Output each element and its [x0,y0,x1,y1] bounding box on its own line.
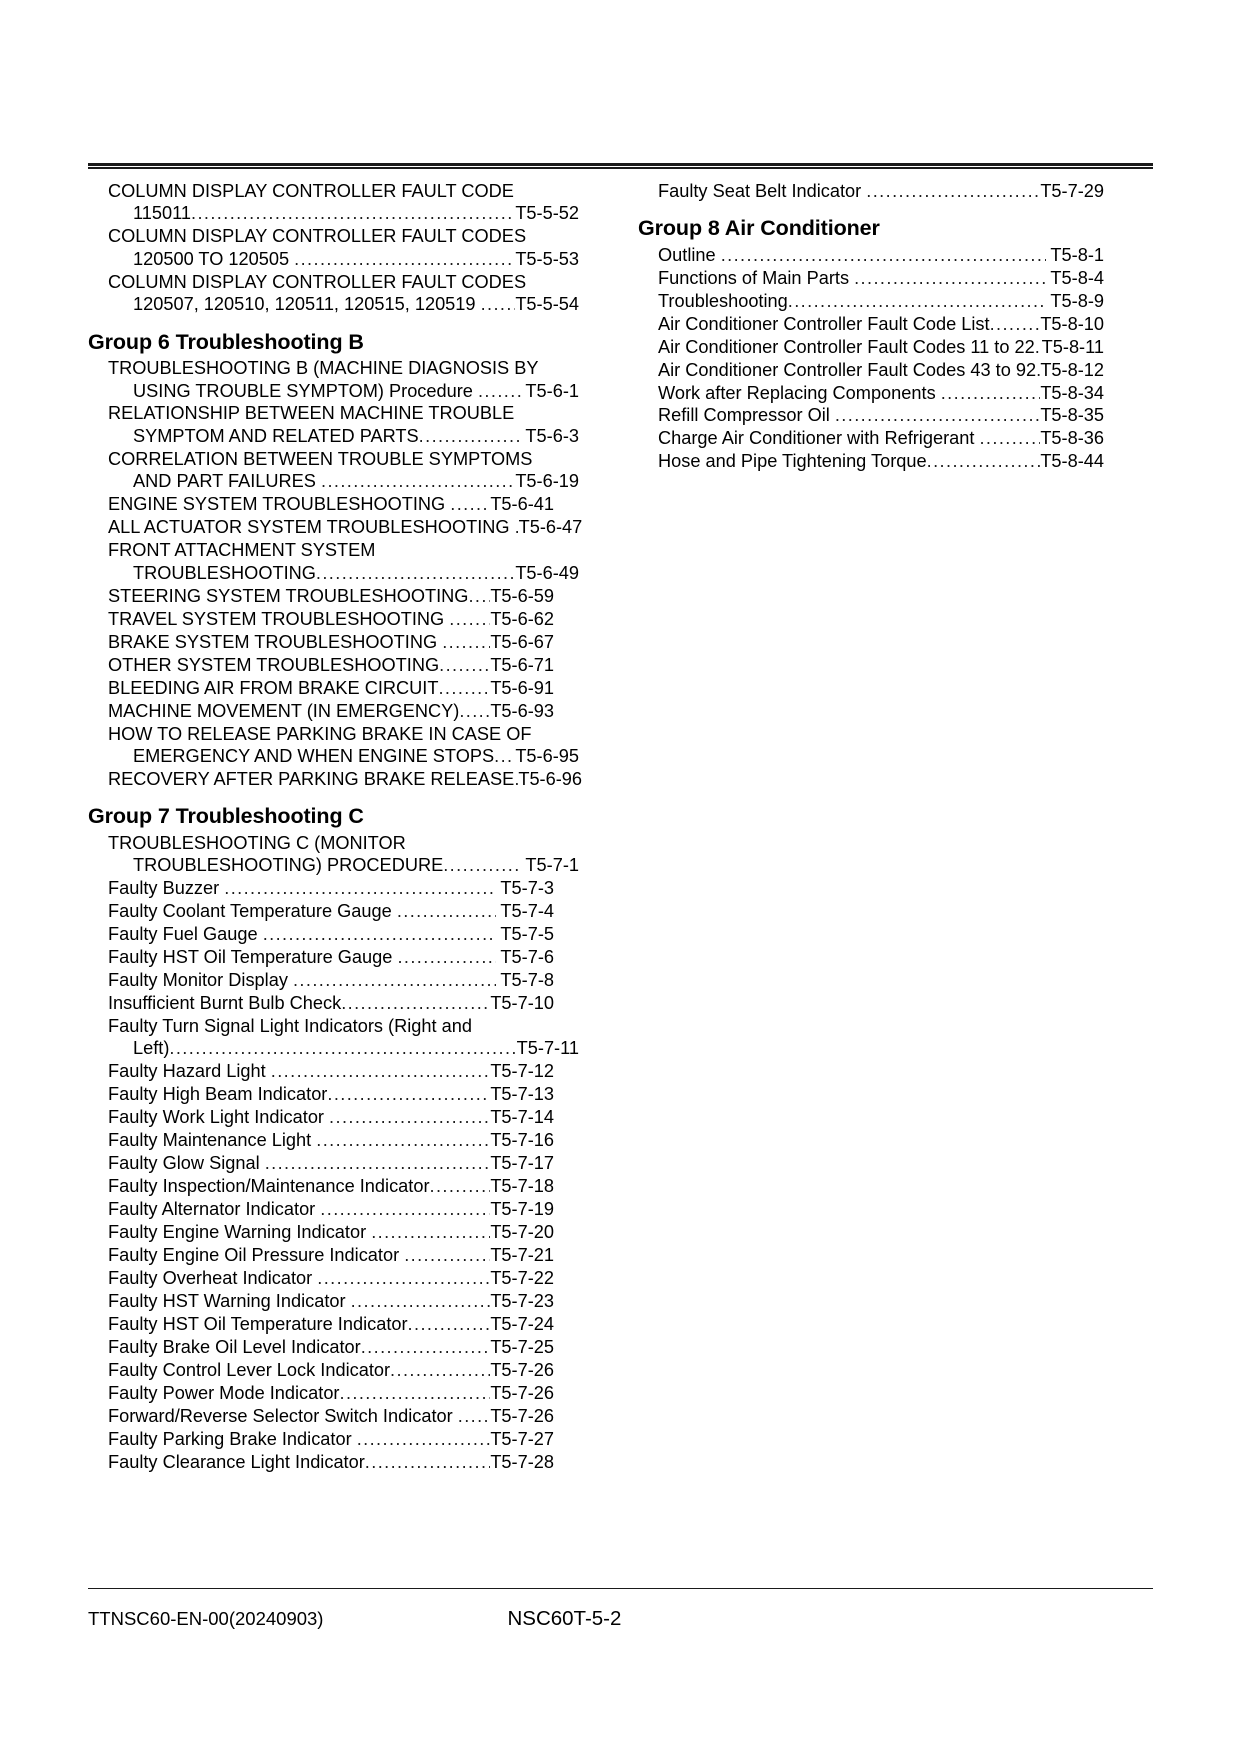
toc-entry-label: Faulty Brake Oil Level Indicator [108,1336,361,1357]
toc-leader-dots [351,1290,491,1312]
footer-rule [88,1588,1153,1589]
toc-entry-label: Faulty Monitor Display [108,969,293,990]
toc-page-number: T5-7-8 [495,969,554,990]
toc-page-number: T5-8-10 [1040,313,1104,334]
toc-entry[interactable] [88,631,554,653]
toc-entry[interactable] [638,427,1104,449]
toc-entry-line [108,768,583,790]
toc-page-number: T5-8-11 [1041,336,1104,357]
toc-entry[interactable] [88,608,554,630]
toc-entry-line [108,493,554,515]
toc-entry-label: Faulty Fuel Gauge [108,924,263,945]
toc-entry-label: Charge Air Conditioner with Refrigerant [658,428,980,449]
toc-entry-line [108,1060,554,1082]
toc-page-number: T5-7-12 [490,1061,554,1082]
toc-entry-line [108,946,554,968]
toc-leader-dots [941,382,1041,404]
toc-entry[interactable] [88,1267,554,1289]
toc-page-number: T5-7-16 [490,1130,554,1151]
toc-entry-label: OTHER SYSTEM TROUBLESHOOTING [108,654,440,675]
toc-page-number: T5-7-23 [490,1291,554,1312]
toc-entry[interactable] [88,357,579,402]
toc-entry-line [108,1129,554,1151]
toc-leader-dots [390,1359,490,1381]
toc-entry-line [658,267,1104,289]
toc-leader-dots [449,608,490,630]
toc-page-number: T5-7-1 [520,855,579,876]
toc-entry-label: TROUBLESHOOTING B (MACHINE DIAGNOSIS BY [108,358,539,379]
toc-entry[interactable] [88,946,554,968]
toc-entry-label: RELATIONSHIP BETWEEN MACHINE TROUBLE [108,403,515,424]
toc-entry-line [658,336,1104,358]
toc-entry-label: Left) [133,1038,170,1059]
toc-entry-label: Faulty Glow Signal [108,1153,265,1174]
toc-leader-dots [365,1451,491,1473]
toc-entry-label: Faulty Buzzer [108,878,225,899]
toc-entry-line [658,450,1104,472]
toc-entry[interactable] [88,225,579,270]
toc-entry-line [108,1428,554,1450]
toc-entry-label: Faulty Power Mode Indicator [108,1382,340,1403]
toc-right-column [638,180,1104,1474]
toc-entry-line [108,923,554,945]
toc-entry-line [108,1405,554,1427]
toc-entry-label: STEERING SYSTEM TROUBLESHOOTING [108,585,469,606]
toc-entry[interactable] [638,450,1104,472]
toc-leader-dots [371,1221,490,1243]
toc-entry-label: Work after Replacing Components [658,382,941,403]
toc-entry-line [108,1451,554,1473]
toc-entry-line [658,180,1104,202]
toc-entry-label: Faulty HST Warning Indicator [108,1291,351,1312]
toc-page-number: T5-7-24 [490,1314,554,1334]
toc-entry-line [108,1175,554,1197]
toc-entry[interactable] [88,1015,579,1060]
toc-entry[interactable] [638,382,1104,404]
toc-entry-line [108,723,554,745]
toc-entry-label: Faulty Maintenance Light [108,1130,317,1151]
toc-entry[interactable] [88,1221,554,1243]
toc-entry-label: Faulty Inspection/Maintenance Indicator [108,1176,430,1197]
toc-entry[interactable] [88,969,554,991]
toc-leader-dots [271,1060,491,1082]
toc-leader-dots [329,1106,490,1128]
toc-leader-dots [419,425,521,447]
toc-entry-line [108,357,554,379]
toc-page-number: T5-7-29 [1040,181,1104,201]
toc-entry-line [658,313,1104,335]
toc-entry-line [108,402,554,424]
toc-entry-line [108,1267,554,1289]
toc-page-number: T5-7-18 [490,1176,554,1197]
toc-entry-label: TRAVEL SYSTEM TROUBLESHOOTING [108,608,450,629]
toc-page-number: T5-8-1 [1045,244,1104,265]
toc-page-number: T5-7-20 [490,1222,554,1243]
toc-entry[interactable] [638,290,1104,312]
toc-leader-dots [321,470,515,492]
toc-page-number: T5-7-14 [490,1107,554,1128]
toc-entry-label: 115011 [133,203,191,224]
toc-entry[interactable] [88,768,583,790]
toc-leader-dots [979,427,1040,449]
toc-page-number: T5-6-47 [518,517,583,538]
toc-entry[interactable] [88,700,554,722]
toc-leader-dots [397,946,495,968]
toc-entry-line [108,293,579,315]
toc-entry-label: Faulty Coolant Temperature Gauge [108,901,397,922]
toc-entry-label: BRAKE SYSTEM TROUBLESHOOTING [108,631,443,652]
toc-page-number: T5-6-67 [490,631,554,652]
toc-entry-line [108,225,554,247]
toc-leader-dots [494,745,515,767]
toc-leader-dots [439,654,490,676]
toc-entry-line [108,700,554,722]
toc-entry[interactable] [88,1106,554,1128]
toc-leader-dots [450,493,490,515]
toc-leader-dots [854,267,1046,289]
toc-leader-dots [357,1428,491,1450]
toc-page-number: T5-7-27 [490,1428,554,1449]
toc-entry-line [108,1382,554,1404]
toc-entry-line [108,631,554,653]
toc-entry-label: USING TROUBLE SYMPTOM) Procedure [133,380,478,401]
toc-entry[interactable] [88,1152,554,1174]
toc-entry-line [108,202,579,224]
toc-entry-line [108,608,554,630]
toc-leader-dots [341,992,490,1014]
toc-leader-dots [404,1244,490,1266]
toc-leader-dots [316,1129,490,1151]
toc-leader-dots [788,290,1046,312]
toc-entry[interactable] [88,1198,554,1220]
toc-entry-label: COLUMN DISPLAY CONTROLLER FAULT CODE [108,181,514,201]
toc-entry-label: Faulty Parking Brake Indicator [108,1428,357,1449]
toc-entry[interactable] [88,923,554,945]
toc-leader-dots [191,202,515,224]
toc-page-number: T5-7-26 [490,1359,554,1380]
toc-leader-dots [721,244,1046,266]
toc-page-number: T5-8-9 [1045,290,1104,311]
toc-entry[interactable] [88,1405,554,1427]
toc-page-number: T5-6-91 [490,677,554,698]
toc-entry-line [108,1198,554,1220]
toc-leader-dots [265,1152,491,1174]
toc-page-number: T5-6-49 [515,562,579,583]
header-double-rule [88,163,1153,169]
toc-leader-dots [408,1313,491,1335]
toc-entry-label: Faulty Hazard Light [108,1061,271,1082]
toc-page-number: T5-6-59 [490,585,554,606]
toc-page-number: T5-7-3 [495,878,554,899]
toc-entry-line [658,382,1104,404]
toc-leader-dots [990,313,1041,335]
toc-entry-label: Troubleshooting [658,290,788,311]
toc-entry[interactable] [88,723,579,768]
toc-entry-label: Outline [658,244,721,265]
toc-entry[interactable] [88,1359,554,1381]
toc-page-number: T5-6-95 [515,746,579,766]
toc-entry-label: Faulty HST Oil Temperature Indicator [108,1314,408,1334]
toc-entry-label: COLUMN DISPLAY CONTROLLER FAULT CODES [108,271,527,292]
toc-entry-label: EMERGENCY AND WHEN ENGINE STOPS [133,746,495,766]
toc-entry-line [108,1037,579,1059]
toc-page-number: T5-7-13 [490,1084,554,1105]
toc-group-heading: Group 6 Troubleshooting B [88,329,364,354]
toc-entry-label: BLEEDING AIR FROM BRAKE CIRCUIT [108,677,439,698]
toc-entry[interactable] [88,448,579,493]
toc-entry[interactable] [88,1382,554,1404]
toc-page-number: T5-7-10 [490,992,554,1013]
toc-leader-dots [481,293,516,315]
toc-entry-label: Insufficient Burnt Bulb Check [108,992,342,1013]
toc-entry-label: Faulty Seat Belt Indicator [658,181,867,201]
toc-page-number: T5-7-21 [490,1245,554,1266]
toc-entry-line [108,1106,554,1128]
toc-page-number: T5-6-19 [515,471,579,492]
toc-leader-dots [866,180,1040,202]
toc-entry[interactable] [638,244,1104,266]
toc-leader-dots [340,1382,491,1404]
toc-entry-label: Forward/Reverse Selector Switch Indicator [108,1405,458,1426]
toc-page-number: T5-8-35 [1040,405,1104,426]
toc-page-number: T5-7-17 [490,1153,554,1174]
toc-leader-dots [438,677,490,699]
toc-entry-label: Hose and Pipe Tightening Torque [658,451,927,472]
toc-leader-dots [397,900,496,922]
toc-entry-label: Air Conditioner Controller Fault Code List [658,313,990,334]
toc-leader-dots [317,1267,490,1289]
toc-leader-dots [361,1336,491,1358]
toc-entry-label: Air Conditioner Controller Fault Codes 11 to 22 [658,336,1035,357]
toc-entry-label: Faulty Overheat Indicator [108,1268,318,1289]
toc-page-number: T5-8-44 [1040,451,1104,472]
toc-entry[interactable] [638,336,1104,358]
toc-entry[interactable] [638,267,1104,289]
toc-entry-line [108,877,554,899]
toc-group-heading: Group 7 Troubleshooting C [88,804,364,829]
toc-entry-label: Faulty High Beam Indicator [108,1084,328,1105]
toc-entry-label: FRONT ATTACHMENT SYSTEM [108,540,376,561]
toc-leader-dots [459,700,490,722]
toc-entry-line [108,854,579,876]
toc-group-heading: Group 8 Air Conditioner [638,216,880,241]
toc-entry-line [108,1336,554,1358]
toc-entry[interactable] [88,1428,554,1450]
toc-entry-line [108,832,554,854]
toc-entry-label: Faulty Alternator Indicator [108,1199,321,1220]
toc-entry-line [108,539,554,561]
toc-entry-label: AND PART FAILURES [133,471,321,492]
toc-page-number: T5-6-1 [520,380,579,401]
toc-page-number: T5-7-19 [490,1199,554,1220]
toc-entry[interactable] [638,359,1104,381]
toc-entry-label: ENGINE SYSTEM TROUBLESHOOTING [108,494,451,515]
toc-entry[interactable] [88,1244,554,1266]
toc-entry[interactable] [88,493,554,515]
toc-entry-line [658,359,1104,381]
toc-leader-dots [316,562,515,584]
toc-page-number: T5-8-36 [1040,428,1104,449]
toc-entry-line [108,470,579,492]
toc-entry[interactable] [88,585,554,607]
toc-entry-label: Faulty Engine Warning Indicator [108,1222,372,1243]
footer-page-number: NSC60T-5-2 [507,1607,622,1630]
toc-entry-label: Faulty Work Light Indicator [108,1107,330,1128]
toc-entry[interactable] [88,1313,554,1335]
toc-entry-line [108,562,579,584]
toc-entry-label: Faulty Engine Oil Pressure Indicator [108,1245,405,1266]
toc-leader-dots [468,585,490,607]
toc-leader-dots [294,248,515,270]
toc-entry-line [108,1083,554,1105]
toc-entry-line [108,380,579,402]
toc-entry-label: TROUBLESHOOTING [133,562,316,583]
toc-entry[interactable] [88,402,579,447]
toc-entry-label: Air Conditioner Controller Fault Codes 43 to 92 [658,359,1037,380]
toc-entry[interactable] [88,832,579,877]
toc-entry-line [108,1221,554,1243]
toc-entry-label: TROUBLESHOOTING) PROCEDURE [133,855,444,876]
toc-entry-line [108,1152,554,1174]
toc-entry-line [108,248,579,270]
toc-entry[interactable] [88,654,554,676]
toc-entry-label: Functions of Main Parts [658,267,855,288]
toc-entry-line [108,900,554,922]
toc-entry-label: Refill Compressor Oil [658,405,835,426]
toc-entry-line [108,654,554,676]
toc-entry-label: Faulty Turn Signal Light Indicators (Right and [108,1015,472,1036]
toc-leader-dots [320,1198,490,1220]
toc-page-number: T5-7-22 [490,1268,554,1289]
toc-leader-dots [224,877,495,899]
toc-page-number: T5-5-54 [515,294,579,315]
toc-leader-dots [927,450,1041,472]
toc-entry[interactable] [88,1129,554,1151]
toc-entry[interactable] [88,992,554,1014]
toc-entry-label: Faulty Clearance Light Indicator [108,1451,365,1472]
toc-entry-line [108,1359,554,1381]
toc-entry[interactable] [88,180,579,225]
toc-entry-label: SYMPTOM AND RELATED PARTS [133,425,419,446]
toc-leader-dots [478,380,521,402]
toc-entry-line [108,425,579,447]
toc-entry-label: Faulty HST Oil Temperature Gauge [108,947,398,967]
toc-entry[interactable] [88,1175,554,1197]
toc-entry-label: Faulty Control Lever Lock Indicator [108,1359,391,1380]
toc-entry-label: TROUBLESHOOTING C (MONITOR [108,832,406,853]
toc-page-number: T5-6-3 [520,425,579,446]
toc-entry[interactable] [88,1060,554,1082]
toc-page-number: T5-6-93 [490,700,554,721]
toc-page-number: T5-8-34 [1040,382,1104,403]
toc-entry-label: COLUMN DISPLAY CONTROLLER FAULT CODES [108,226,527,247]
toc-columns [88,180,1153,1474]
toc-page-number: T5-7-4 [495,901,554,922]
toc-entry-line [108,448,554,470]
toc-entry-line [658,290,1104,312]
toc-entry-label: RECOVERY AFTER PARKING BRAKE RELEASE [108,768,515,789]
toc-entry-label: 120500 TO 120505 [133,248,295,269]
toc-entry[interactable] [88,539,579,584]
toc-entry-line [108,745,579,767]
toc-entry-label: CORRELATION BETWEEN TROUBLE SYMPTOMS [108,448,533,469]
toc-entry-line [658,404,1104,426]
toc-leader-dots [835,404,1040,426]
toc-entry-line [108,516,583,538]
toc-page-number: T5-7-5 [495,924,554,945]
toc-entry[interactable] [88,271,579,316]
toc-page-number: T5-5-53 [515,248,579,269]
toc-page-number: T5-6-41 [490,494,554,515]
toc-page-number: T5-6-71 [490,654,554,675]
toc-entry-label: 120507, 120510, 120511, 120515, 120519 [133,294,481,315]
toc-left-column [88,180,583,1474]
toc-page-number: T5-8-4 [1045,267,1104,288]
toc-entry[interactable] [638,404,1104,426]
toc-entry-line [658,244,1104,266]
toc-page-number: T5-7-11 [516,1038,579,1059]
toc-entry[interactable] [88,1451,554,1473]
toc-leader-dots [169,1037,516,1059]
toc-entry[interactable] [638,180,1104,202]
toc-entry-label: HOW TO RELEASE PARKING BRAKE IN CASE OF [108,723,532,744]
toc-page-number: T5-7-28 [490,1451,554,1472]
toc-entry-line [108,1244,554,1266]
toc-page-number: T5-6-62 [490,608,554,629]
toc-page-number: T5-8-12 [1040,359,1104,380]
toc-page-number: T5-7-25 [490,1336,554,1357]
toc-entry-line [108,992,554,1014]
page-footer [88,1607,1153,1631]
toc-entry-label: ALL ACTUATOR SYSTEM TROUBLESHOOTING [108,517,515,538]
toc-entry-line [108,180,554,202]
toc-leader-dots [293,969,496,991]
toc-entry[interactable] [88,677,554,699]
toc-entry-line [108,585,554,607]
toc-entry-line [108,969,554,991]
toc-entry-line [108,1313,554,1335]
toc-entry[interactable] [88,1336,554,1358]
toc-page-number: T5-6-96 [518,768,583,789]
toc-entry-line [108,1290,554,1312]
toc-leader-dots [430,1175,491,1197]
toc-leader-dots [443,854,520,876]
toc-entry[interactable] [88,516,583,538]
toc-entry[interactable] [88,877,554,899]
toc-entry[interactable] [638,313,1104,335]
toc-entry-line [108,1015,554,1037]
toc-leader-dots [458,1405,491,1427]
toc-page-number: T5-7-6 [495,947,554,967]
toc-leader-dots [1035,336,1042,358]
toc-page-number: T5-5-52 [515,203,579,224]
footer-document-id: TTNSC60-EN-00(20240903) [88,1608,324,1629]
toc-entry-line [658,427,1104,449]
toc-leader-dots [263,923,496,945]
toc-leader-dots [442,631,490,653]
toc-entry[interactable] [88,900,554,922]
toc-page-number: T5-7-26 [490,1382,554,1403]
toc-leader-dots [327,1083,490,1105]
toc-entry-line [108,271,554,293]
toc-entry-label: MACHINE MOVEMENT (IN EMERGENCY) [108,700,460,721]
toc-entry[interactable] [88,1290,554,1312]
toc-page-number: T5-7-26 [490,1405,554,1426]
toc-entry-line [108,677,554,699]
toc-entry[interactable] [88,1083,554,1105]
